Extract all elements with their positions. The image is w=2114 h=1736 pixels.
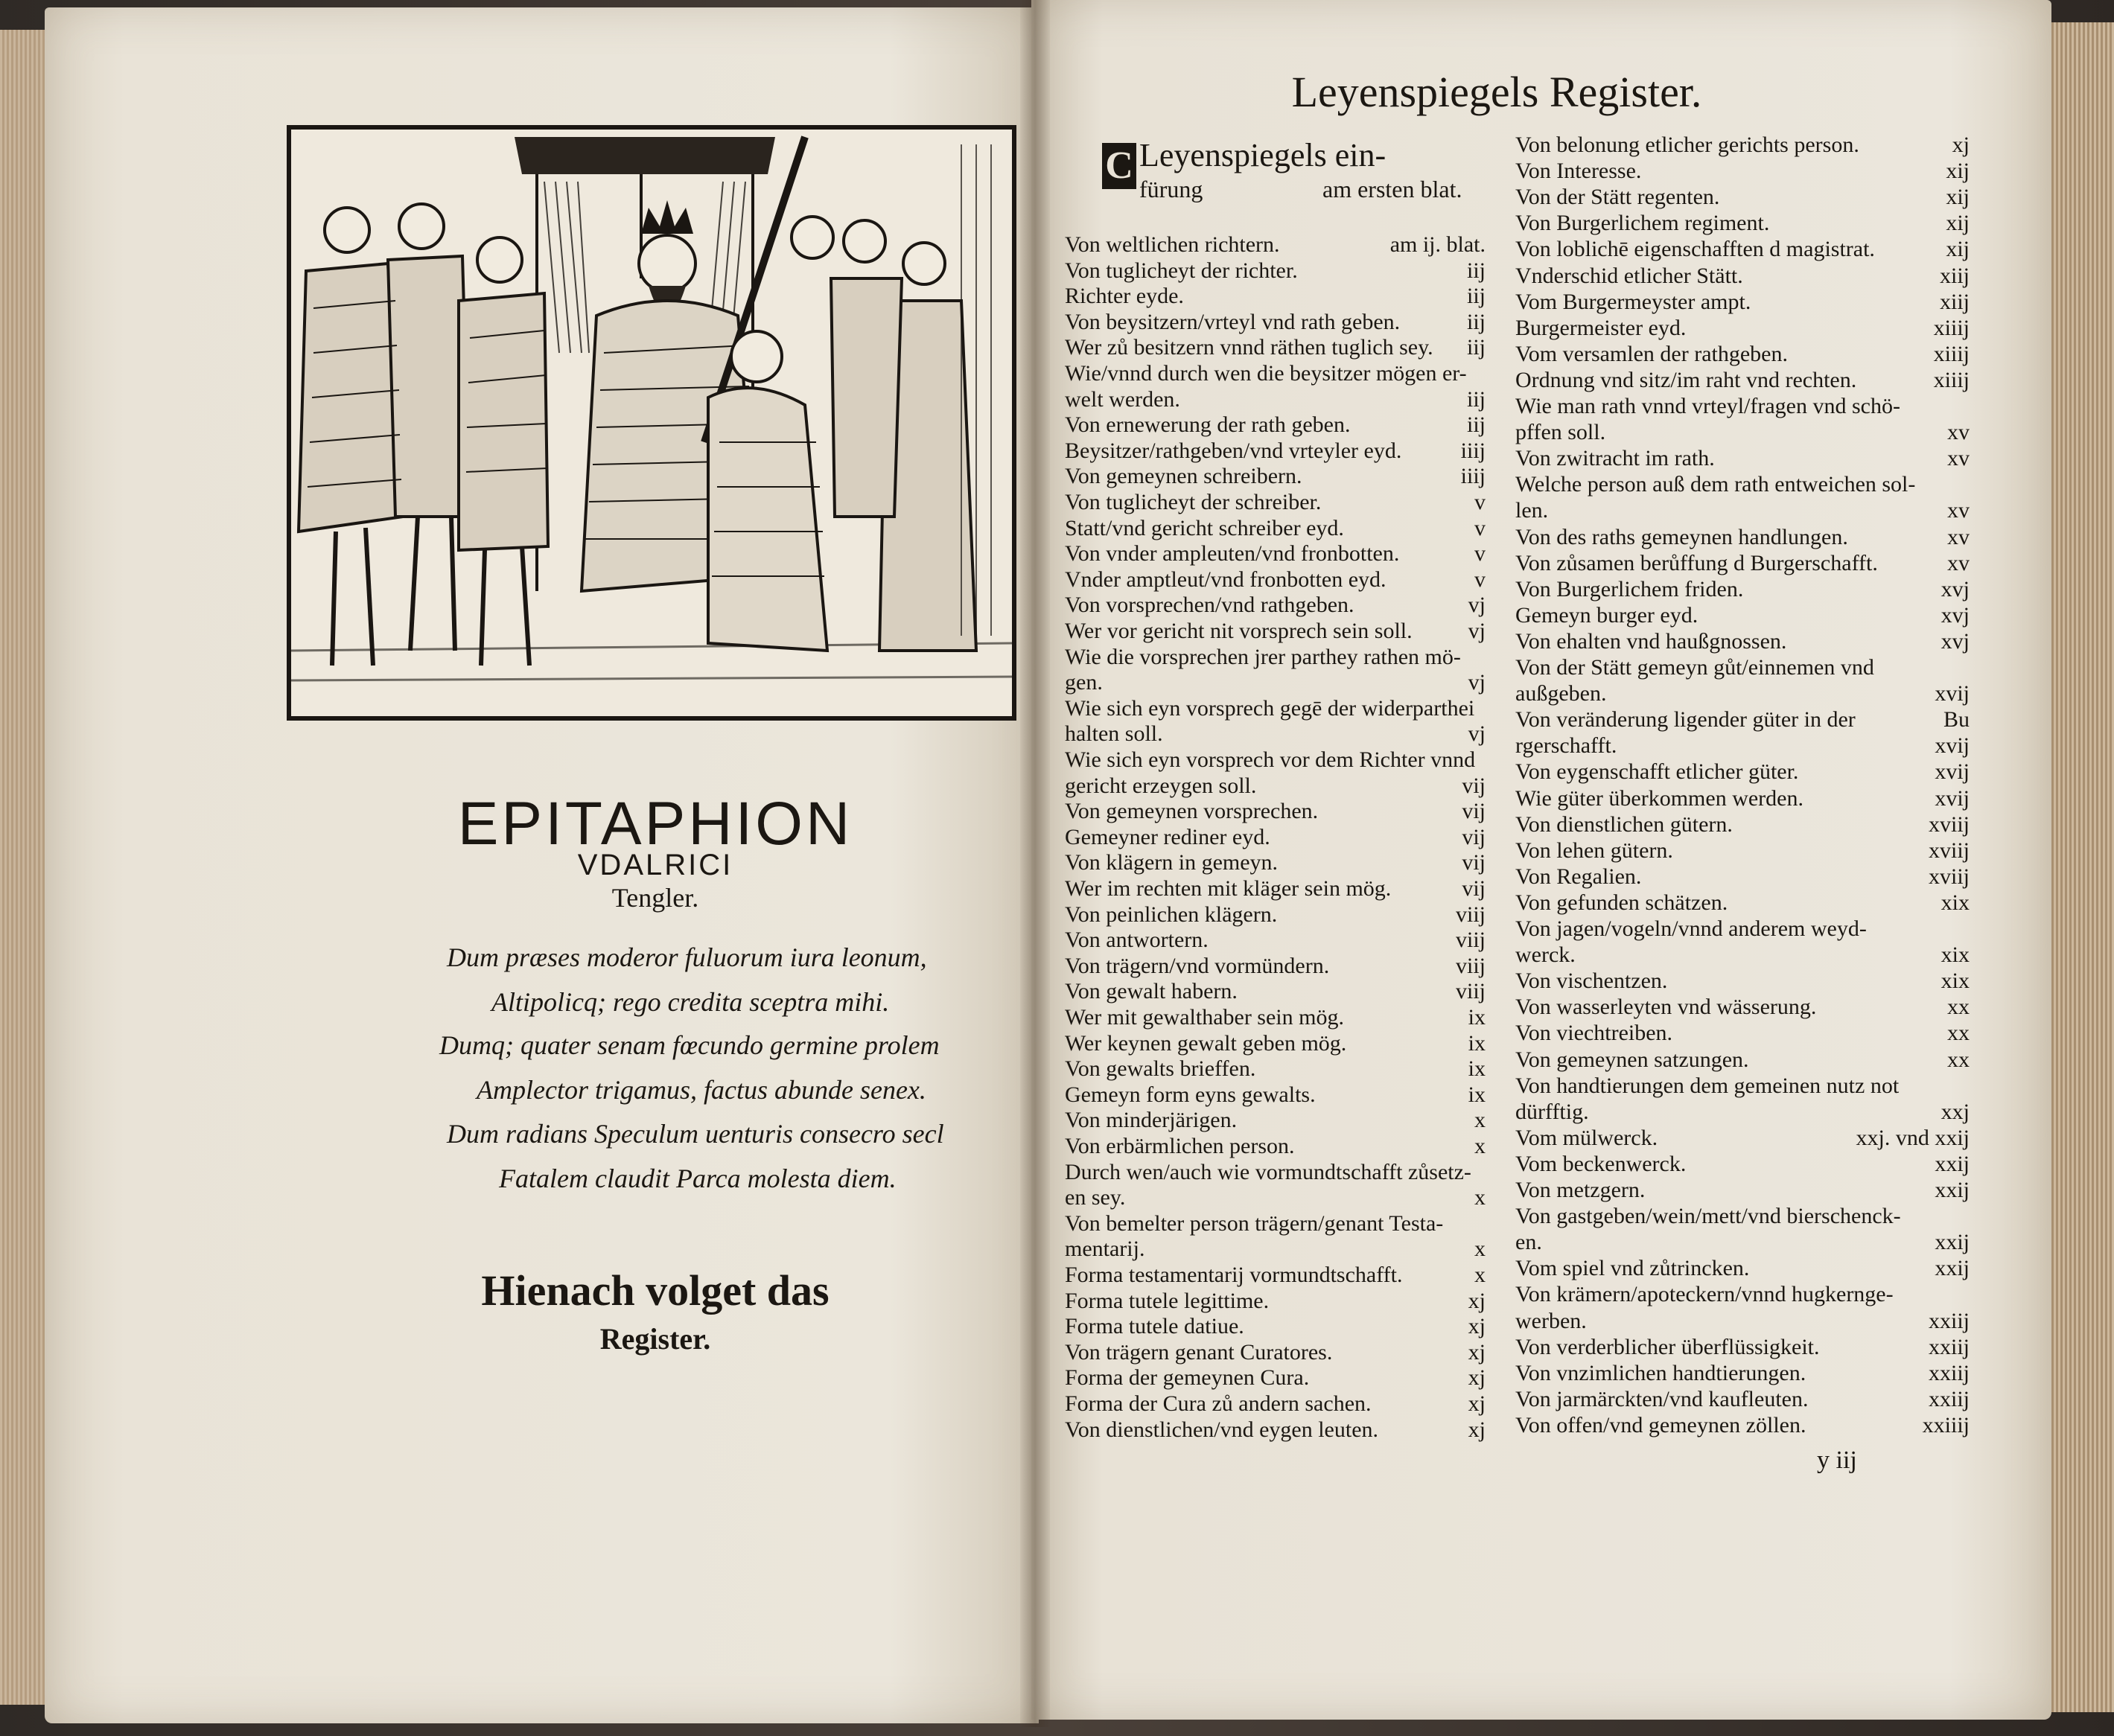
register-entry: werck. — [1515, 942, 1576, 968]
register-page-number: vj — [1468, 593, 1486, 618]
register-entry: Forma testamentarij vormundtschafft. — [1065, 1263, 1403, 1287]
register-entry: Wie güter überkommen werden. — [1515, 785, 1803, 811]
register-page-number: xv — [1947, 498, 1970, 523]
register-entry: Von krämern/apoteckern/vnnd hugkernge- — [1515, 1282, 1894, 1307]
register-entry: Von der Stätt regenten. — [1515, 185, 1720, 210]
register-page-number: xj — [1468, 1391, 1486, 1416]
register-entry: außgeben. — [1515, 681, 1607, 706]
register-entry: Von Interesse. — [1515, 159, 1642, 184]
register-page-number: v — [1474, 567, 1486, 592]
register-page-number: xxj. vnd xxij — [1856, 1125, 1970, 1150]
register-page-number: xx — [1947, 995, 1970, 1020]
register-entry: Wer vor gericht nit vorsprech sein soll. — [1065, 619, 1413, 643]
register-page-number: xxij — [1935, 1178, 1970, 1202]
poem-line: Altipolicq; rego credita sceptra mihi. — [491, 987, 890, 1017]
register-page-number: xvij — [1935, 733, 1970, 759]
register-page-number: iij — [1466, 258, 1486, 283]
register-entry: Von Regalien. — [1515, 864, 1642, 889]
register-entry: Von ehalten vnd haußgnossen. — [1515, 628, 1787, 654]
register-entry: Von peinlichen klägern. — [1065, 901, 1278, 927]
register-page-number: ix — [1468, 1056, 1486, 1082]
register-entry: Von gemeynen schreibern. — [1065, 464, 1302, 489]
register-entry: Von metzgern. — [1515, 1178, 1646, 1202]
register-entry: Von gastgeben/wein/mett/vnd bierschenck- — [1515, 1204, 1901, 1229]
register-entry: Beysitzer/rathgeben/vnd vrteyler eyd. — [1065, 438, 1402, 463]
register-entry: Forma der Cura zů andern sachen. — [1065, 1391, 1372, 1416]
register-page-number: xv — [1947, 420, 1970, 445]
register-page-number: xx — [1947, 1047, 1970, 1072]
register-entry: Von klägern in gemeyn. — [1065, 850, 1279, 875]
register-entry: pffen soll. — [1515, 420, 1606, 445]
register-page-number: vj — [1468, 721, 1486, 747]
register-page-number: iij — [1466, 284, 1486, 309]
register-page-number: v — [1474, 541, 1486, 567]
register-page-number: xj — [1468, 1288, 1486, 1313]
register-page-number: Bu — [1943, 707, 1970, 733]
register-page-number: am ij. blat. — [1389, 232, 1486, 257]
epitaph-subtitle-name: VDALRICI — [577, 849, 733, 881]
register-entry: Vnder amptleut/vnd fronbotten eyd. — [1065, 567, 1386, 592]
register-entry: Von loblichē eigenschafften d magistrat. — [1515, 237, 1875, 262]
register-page-number: vj — [1468, 619, 1486, 643]
register-entry: Von gefunden schätzen. — [1515, 890, 1728, 915]
register-entry: Von des raths gemeynen handlungen. — [1515, 524, 1848, 549]
register-entry: Forma tutele datiue. — [1065, 1314, 1244, 1339]
register-page-number: vij — [1462, 824, 1486, 849]
register-page-number: xj — [1468, 1417, 1486, 1442]
register-entry: Von viechtreiben. — [1515, 1021, 1673, 1046]
register-page-number: xj — [1468, 1365, 1486, 1391]
register-entry: Von Burgerlichem regiment. — [1515, 211, 1770, 236]
register-entry: Wer zů besitzern vnnd räthen tuglich sey. — [1065, 335, 1433, 360]
poem-line: Dum radians Speculum uenturis consecro secl — [447, 1119, 944, 1149]
register-page-number: xij — [1946, 159, 1970, 184]
register-entry: Von veränderung ligender güter in der — [1515, 707, 1856, 733]
register-entry: Von jagen/vogeln/vnnd anderem weyd- — [1515, 916, 1867, 941]
register-entry: Durch wen/auch wie vormundtschafft zůsetz- — [1065, 1159, 1471, 1184]
register-entry: Wie man rath vnnd vrteyl/fragen vnd schö- — [1515, 394, 1900, 418]
register-entry: Von zwitracht im rath. — [1515, 446, 1715, 471]
poem-line: Dum præses moderor fuluorum iura leonum, — [447, 942, 927, 972]
index-initial: C — [1102, 143, 1136, 189]
register-entry: Von vnzimlichen handtierungen. — [1515, 1360, 1806, 1385]
register-entry: Von bemelter person trägern/genant Testa- — [1065, 1210, 1444, 1236]
index-heading-page-ref: am ersten blat. — [1322, 176, 1462, 202]
register-entry: Von beysitzern/vrteyl vnd rath geben. — [1065, 309, 1401, 334]
register-page-number: x — [1474, 1108, 1486, 1133]
woodcut-scene-svg — [291, 130, 1012, 716]
poem-line: Amplector trigamus, factus abunde senex. — [477, 1075, 926, 1105]
register-page-number: xv — [1947, 524, 1970, 549]
register-entry: Von vnder ampleuten/vnd fronbotten. — [1065, 541, 1400, 567]
register-page-number: xvij — [1935, 785, 1970, 811]
register-entry: Wer mit gewalthaber sein mög. — [1065, 1005, 1344, 1030]
register-page-number: xij — [1946, 211, 1970, 236]
register-entry: Von trägern genant Curatores. — [1065, 1339, 1333, 1365]
woodcut-illustration — [287, 125, 1016, 721]
register-page-number: xx — [1947, 1021, 1970, 1046]
register-page-number: vij — [1462, 773, 1486, 798]
poem-line: Dumq; quater senam fœcundo germine prolem — [439, 1030, 940, 1060]
register-entry: Vom versamlen der rathgeben. — [1515, 341, 1788, 366]
index-heading-line1: Leyenspiegels ein- — [1139, 137, 1386, 173]
register-page-number: xxiij — [1928, 1308, 1970, 1333]
register-entry: Richter eyde. — [1065, 284, 1184, 309]
register-entry: dürfftig. — [1515, 1099, 1589, 1124]
register-entry: gen. — [1065, 670, 1103, 695]
register-page-number: xij — [1946, 237, 1970, 262]
epitaph-subtitle-surname: Tengler. — [611, 883, 699, 913]
register-page-number: xv — [1947, 446, 1970, 471]
register-entry: Wer im rechten mit kläger sein mög. — [1065, 876, 1392, 901]
register-entry: Von verderblicher überflüssigkeit. — [1515, 1334, 1820, 1359]
register-page-number: v — [1474, 490, 1486, 514]
register-page-number: vij — [1462, 799, 1486, 824]
register-entry: mentarij. — [1065, 1236, 1145, 1262]
register-entry: Von offen/vnd gemeynen zöllen. — [1515, 1412, 1806, 1437]
register-entry: Von dienstlichen gütern. — [1515, 811, 1733, 837]
register-entry: Burgermeister eyd. — [1515, 315, 1687, 340]
register-entry: Vnderschid etlicher Stätt. — [1515, 263, 1743, 288]
register-entry: Von gewalt habern. — [1065, 979, 1238, 1004]
register-page-number: iij — [1466, 386, 1486, 412]
register-entry: rgerschafft. — [1515, 733, 1617, 759]
register-entry: Gemeyn form eyns gewalts. — [1065, 1082, 1316, 1107]
register-entry: Forma tutele legittime. — [1065, 1288, 1270, 1313]
register-page-number: v — [1474, 515, 1486, 540]
register-entry: len. — [1515, 498, 1549, 523]
register-page-number: ix — [1468, 1082, 1486, 1107]
register-entry: Vom beckenwerck. — [1515, 1151, 1687, 1176]
register-entry: Von zůsamen berůffung d Burgerschafft. — [1515, 550, 1878, 575]
register-entry: Ordnung vnd sitz/im raht vnd rechten. — [1515, 367, 1857, 392]
register-entry: Von weltlichen richtern. — [1065, 232, 1280, 257]
poem-line: Fatalem claudit Parca molesta diem. — [499, 1164, 897, 1193]
register-page-number: xiij — [1939, 289, 1970, 314]
register-page-number: x — [1474, 1185, 1486, 1210]
register-page-number: xix — [1941, 890, 1970, 915]
register-page-number: xv — [1947, 550, 1970, 575]
register-page-number: iij — [1466, 412, 1486, 438]
register-page-number: ix — [1468, 1005, 1486, 1030]
register-entry: Von gemeynen satzungen. — [1515, 1047, 1749, 1072]
register-entry: welt werden. — [1065, 386, 1180, 412]
register-page-number: viij — [1455, 928, 1486, 953]
register-entry: Statt/vnd gericht schreiber eyd. — [1065, 515, 1344, 540]
register-page-number: xvij — [1935, 681, 1970, 706]
register-entry: Von ernewerung der rath geben. — [1065, 412, 1351, 438]
register-page-number: x — [1474, 1263, 1486, 1287]
register-page-number: xiiij — [1933, 315, 1970, 340]
register-entry: Gemeyner rediner eyd. — [1065, 824, 1270, 849]
register-entry: Von der Stätt gemeyn gůt/einnemen vnd — [1515, 655, 1874, 680]
register-page-number: viij — [1455, 953, 1486, 978]
register-entry: Von vischentzen. — [1515, 968, 1668, 994]
register-page-number: vij — [1462, 876, 1486, 901]
register-page-number: xxij — [1935, 1256, 1970, 1281]
register-entry: Von lehen gütern. — [1515, 837, 1673, 863]
register-entry: Von gewalts brieffen. — [1065, 1056, 1256, 1082]
register-entry: Von trägern/vnd vormündern. — [1065, 953, 1330, 978]
register-entry: Von Burgerlichem friden. — [1515, 576, 1744, 601]
register-entry: gericht erzeygen soll. — [1065, 773, 1257, 798]
register-entry: Von minderjärigen. — [1065, 1108, 1238, 1133]
register-page-number: xxiij — [1928, 1334, 1970, 1359]
register-entry: Von handtierungen dem gemeinen nutz not — [1515, 1073, 1900, 1098]
register-page-number: xviij — [1928, 837, 1970, 863]
register-entry: Wie sich eyn vorsprech gegē der widerparthei — [1065, 695, 1475, 721]
register-entry: Welche person auß dem rath entweichen sol- — [1515, 472, 1916, 497]
register-page-number: xxij — [1935, 1151, 1970, 1176]
register-page-number: xxiij — [1928, 1360, 1970, 1385]
register-entry: en. — [1515, 1230, 1542, 1255]
register-entry: Von jarmärckten/vnd kaufleuten. — [1515, 1386, 1809, 1411]
register-page-number: xix — [1941, 968, 1970, 994]
register-entry: Von antwortern. — [1065, 928, 1209, 953]
register-entry: Von gemeynen vorsprechen. — [1065, 799, 1319, 824]
register-entry: Wie die vorsprechen jrer parthey rathen mö- — [1065, 644, 1461, 669]
register-page-number: xxiiij — [1922, 1412, 1970, 1437]
register-entry: Von tuglicheyt der richter. — [1065, 258, 1298, 283]
register-heading: Register. — [599, 1322, 711, 1356]
register-entry: Wie sich eyn vorsprech vor dem Richter vnnd — [1065, 747, 1476, 772]
register-entry: Wie/vnnd durch wen die beysitzer mögen er- — [1065, 361, 1467, 386]
register-page-number: xiiij — [1933, 341, 1970, 366]
register-page-number: x — [1474, 1236, 1486, 1262]
register-entry: Von dienstlichen/vnd eygen leuten. — [1065, 1417, 1379, 1442]
register-entry: Wer keynen gewalt geben mög. — [1065, 1030, 1347, 1056]
register-page-number: iiij — [1460, 464, 1486, 489]
epitaph-title: EPITAPHION — [457, 790, 853, 858]
register-page-number: xvj — [1941, 628, 1970, 654]
register-entry: Von vorsprechen/vnd rathgeben. — [1065, 593, 1354, 618]
register-entry: Von belonung etlicher gerichts person. — [1515, 133, 1859, 157]
register-page-number: xxiij — [1928, 1386, 1970, 1411]
running-head: Leyenspiegels Register. — [1291, 68, 1702, 116]
register-page-number: xxj — [1941, 1099, 1970, 1124]
register-page-number: xj — [1468, 1314, 1486, 1339]
register-entry: werben. — [1515, 1308, 1587, 1333]
register-entry: Gemeyn burger eyd. — [1515, 602, 1698, 628]
register-page-number: iij — [1466, 335, 1486, 360]
register-page-number: xviij — [1928, 864, 1970, 889]
register-page-number: iiij — [1460, 438, 1486, 463]
register-page-number: xvj — [1941, 602, 1970, 628]
register-page-number: xiiij — [1933, 367, 1970, 392]
register-entry: Von erbärmlichen person. — [1065, 1134, 1295, 1158]
index-heading-line2: fürung — [1139, 176, 1203, 202]
signature-mark: y iij — [1817, 1446, 1857, 1474]
register-entry: Von wasserleyten vnd wässerung. — [1515, 995, 1817, 1020]
register-page-number: xvj — [1941, 576, 1970, 601]
register-entry: Vom mülwerck. — [1515, 1125, 1658, 1150]
register-page-number: xiij — [1939, 263, 1970, 288]
register-page-number: xviij — [1928, 811, 1970, 837]
register-page-number: iij — [1466, 309, 1486, 334]
hienach-heading: Hienach volget das — [481, 1266, 830, 1315]
register-page-number: viij — [1455, 979, 1486, 1004]
register-page-number: viij — [1455, 901, 1486, 927]
register-page-number: x — [1474, 1134, 1486, 1158]
register-entry: halten soll. — [1065, 721, 1163, 747]
register-page-number: vij — [1462, 850, 1486, 875]
register-page-number: xij — [1946, 185, 1970, 210]
register-page-number: ix — [1468, 1030, 1486, 1056]
register-entry: Von tuglicheyt der schreiber. — [1065, 490, 1322, 514]
register-entry: Vom spiel vnd zůtrincken. — [1515, 1256, 1750, 1281]
register-page-number: xj — [1468, 1339, 1486, 1365]
register-page-number: xj — [1952, 133, 1970, 157]
register-entry: Forma der gemeynen Cura. — [1065, 1365, 1310, 1391]
register-page-number: xix — [1941, 942, 1970, 968]
register-entry: en sey. — [1065, 1185, 1126, 1210]
register-entry: Von eygenschafft etlicher güter. — [1515, 759, 1799, 785]
register-entry: Vom Burgermeyster ampt. — [1515, 289, 1751, 314]
register-page-number: xxij — [1935, 1230, 1970, 1255]
register-page-number: xvij — [1935, 759, 1970, 785]
register-page-number: vj — [1468, 670, 1486, 695]
